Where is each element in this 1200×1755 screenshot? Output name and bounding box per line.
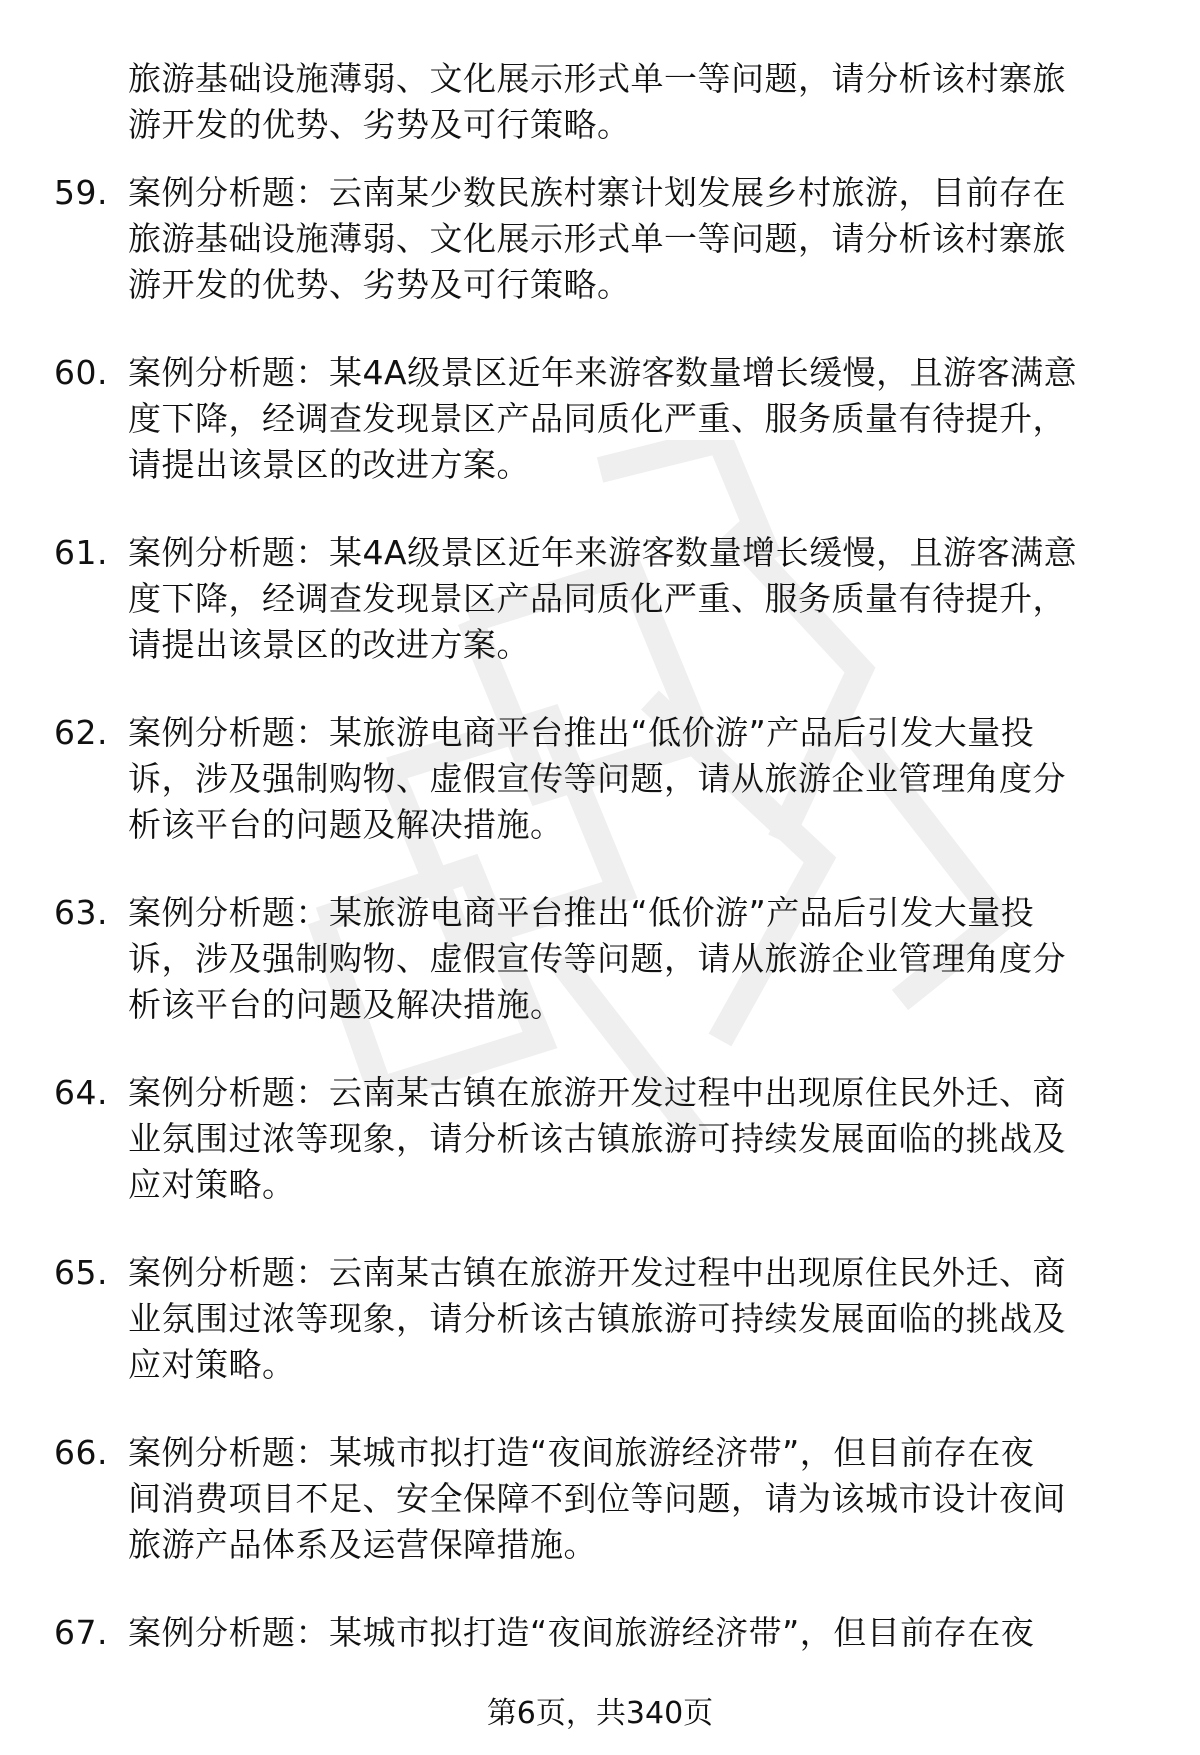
text-line: 案例分析题：某旅游电商平台推出“低价游”产品后引发大量投 [128,713,1035,752]
text-line: 析该平台的问题及解决措施。 [128,985,564,1024]
text-line: 案例分析题：云南某少数民族村寨计划发展乡村旅游，目前存在 [128,173,1066,212]
page-number-footer: 第6页，共340页 [486,1696,714,1731]
text-line: 请提出该景区的改进方案。 [128,625,530,664]
text-line: 旅游基础设施薄弱、文化展示形式单一等问题，请分析该村寨旅 [128,59,1066,98]
text-line: 度下降，经调查发现景区产品同质化严重、服务质量有待提升， [128,579,1066,618]
text-line: 案例分析题：某城市拟打造“夜间旅游经济带”，但目前存在夜 [128,1433,1035,1472]
text-line: 案例分析题：某4A级景区近年来游客数量增长缓慢，且游客满意 [128,533,1078,572]
question-text [128,170,1148,308]
text-line: 应对策略。 [128,1345,296,1384]
text-line: 案例分析题：某4A级景区近年来游客数量增长缓慢，且游客满意 [128,353,1078,392]
text-line: 旅游产品体系及运营保障措施。 [128,1525,597,1564]
question-text [128,1610,1148,1656]
question-number: 63. [54,893,108,932]
text-line: 旅游基础设施薄弱、文化展示形式单一等问题，请分析该村寨旅 [128,219,1066,258]
question-text [128,1430,1148,1568]
question-number: 67. [54,1613,108,1652]
question-text [128,530,1148,668]
text-line: 游开发的优势、劣势及可行策略。 [128,105,631,144]
text-line: 请提出该景区的改进方案。 [128,445,530,484]
question-text [128,1250,1148,1388]
question-text [128,350,1148,488]
text-line: 应对策略。 [128,1165,296,1204]
question-number: 60. [54,353,108,392]
question-text [128,890,1148,1028]
question-number: 64. [54,1073,108,1112]
question-number: 66. [54,1433,108,1472]
text-line: 析该平台的问题及解决措施。 [128,805,564,844]
question-text [128,56,1148,148]
text-line: 诉，涉及强制购物、虚假宣传等问题，请从旅游企业管理角度分 [128,939,1066,978]
text-line: 游开发的优势、劣势及可行策略。 [128,265,631,304]
text-line: 案例分析题：云南某古镇在旅游开发过程中出现原住民外迁、商 [128,1073,1066,1112]
question-text [128,710,1148,848]
text-line: 度下降，经调查发现景区产品同质化严重、服务质量有待提升， [128,399,1066,438]
text-line: 间消费项目不足、安全保障不到位等问题，请为该城市设计夜间 [128,1479,1066,1518]
text-line: 业氛围过浓等现象，请分析该古镇旅游可持续发展面临的挑战及 [128,1119,1066,1158]
question-number: 61. [54,533,108,572]
text-line: 诉，涉及强制购物、虚假宣传等问题，请从旅游企业管理角度分 [128,759,1066,798]
question-number: 59. [54,173,108,212]
question-number: 65. [54,1253,108,1292]
text-line: 案例分析题：某旅游电商平台推出“低价游”产品后引发大量投 [128,893,1035,932]
question-text [128,1070,1148,1208]
text-line: 案例分析题：云南某古镇在旅游开发过程中出现原住民外迁、商 [128,1253,1066,1292]
text-line: 业氛围过浓等现象，请分析该古镇旅游可持续发展面临的挑战及 [128,1299,1066,1338]
question-number: 62. [54,713,108,752]
text-line: 案例分析题：某城市拟打造“夜间旅游经济带”，但目前存在夜 [128,1613,1035,1652]
